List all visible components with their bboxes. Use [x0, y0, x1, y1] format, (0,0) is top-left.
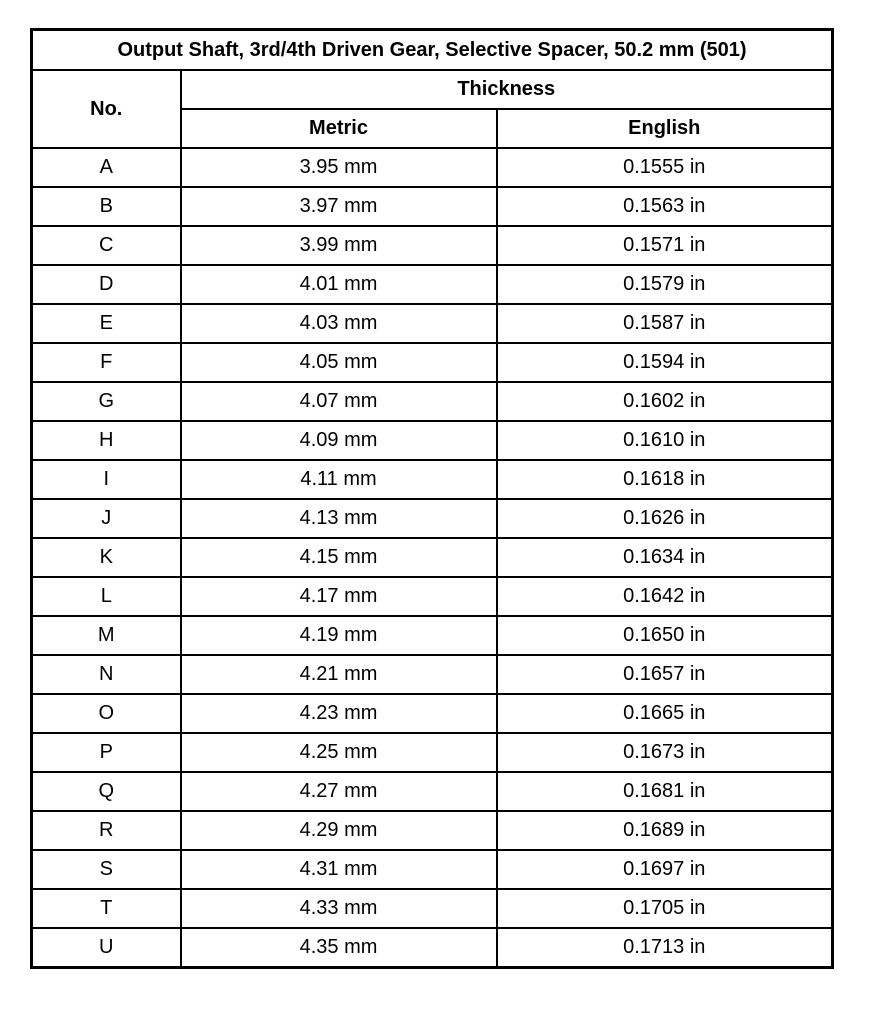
no-cell: G: [32, 382, 181, 421]
no-cell: E: [32, 304, 181, 343]
metric-cell: 4.05 mm: [181, 343, 497, 382]
no-cell: F: [32, 343, 181, 382]
no-cell: H: [32, 421, 181, 460]
metric-cell: 4.35 mm: [181, 928, 497, 968]
metric-cell: 4.25 mm: [181, 733, 497, 772]
english-cell: 0.1563 in: [497, 187, 833, 226]
table-row: [32, 655, 833, 694]
metric-cell: 4.23 mm: [181, 694, 497, 733]
table-row: [32, 304, 833, 343]
no-cell: Q: [32, 772, 181, 811]
english-cell: 0.1610 in: [497, 421, 833, 460]
metric-cell: 3.97 mm: [181, 187, 497, 226]
table-row: [32, 772, 833, 811]
metric-cell: 4.33 mm: [181, 889, 497, 928]
table-row: [32, 577, 833, 616]
no-cell: J: [32, 499, 181, 538]
metric-cell: 4.27 mm: [181, 772, 497, 811]
english-cell: 0.1673 in: [497, 733, 833, 772]
english-cell: 0.1681 in: [497, 772, 833, 811]
no-cell: P: [32, 733, 181, 772]
no-column-header: No.: [32, 70, 181, 148]
english-cell: 0.1705 in: [497, 889, 833, 928]
no-cell: I: [32, 460, 181, 499]
metric-cell: 3.95 mm: [181, 148, 497, 187]
no-cell: U: [32, 928, 181, 968]
no-cell: R: [32, 811, 181, 850]
table-row: [32, 382, 833, 421]
title-row: [32, 30, 833, 71]
metric-cell: 4.09 mm: [181, 421, 497, 460]
english-cell: 0.1642 in: [497, 577, 833, 616]
no-cell: D: [32, 265, 181, 304]
table-row: [32, 811, 833, 850]
table-row: [32, 616, 833, 655]
english-cell: 0.1571 in: [497, 226, 833, 265]
table-row: [32, 538, 833, 577]
metric-cell: 4.01 mm: [181, 265, 497, 304]
english-cell: 0.1689 in: [497, 811, 833, 850]
english-cell: 0.1579 in: [497, 265, 833, 304]
metric-cell: 4.11 mm: [181, 460, 497, 499]
metric-column-header: Metric: [181, 109, 497, 148]
english-cell: 0.1634 in: [497, 538, 833, 577]
no-cell: A: [32, 148, 181, 187]
english-cell: 0.1697 in: [497, 850, 833, 889]
table-row: [32, 460, 833, 499]
english-cell: 0.1665 in: [497, 694, 833, 733]
table-title: Output Shaft, 3rd/4th Driven Gear, Selective Spacer, 50.2 mm (501): [32, 30, 833, 71]
english-cell: 0.1602 in: [497, 382, 833, 421]
metric-cell: 4.19 mm: [181, 616, 497, 655]
metric-cell: 4.03 mm: [181, 304, 497, 343]
no-cell: K: [32, 538, 181, 577]
english-cell: 0.1555 in: [497, 148, 833, 187]
no-cell: N: [32, 655, 181, 694]
no-cell: O: [32, 694, 181, 733]
table-row: [32, 421, 833, 460]
table-row: [32, 343, 833, 382]
english-cell: 0.1657 in: [497, 655, 833, 694]
no-cell: M: [32, 616, 181, 655]
table-row: [32, 889, 833, 928]
spacer-spec-table: [30, 28, 834, 969]
metric-cell: 4.15 mm: [181, 538, 497, 577]
table-row: [32, 928, 833, 968]
thickness-group-header: Thickness: [181, 70, 833, 109]
table-row: [32, 733, 833, 772]
no-cell: B: [32, 187, 181, 226]
metric-cell: 4.31 mm: [181, 850, 497, 889]
metric-cell: 4.21 mm: [181, 655, 497, 694]
metric-cell: 4.13 mm: [181, 499, 497, 538]
english-cell: 0.1650 in: [497, 616, 833, 655]
table-row: [32, 694, 833, 733]
table-row: [32, 226, 833, 265]
english-column-header: English: [497, 109, 833, 148]
no-cell: L: [32, 577, 181, 616]
english-cell: 0.1594 in: [497, 343, 833, 382]
group-header-row: [32, 70, 833, 109]
metric-cell: 4.29 mm: [181, 811, 497, 850]
table-row: [32, 148, 833, 187]
english-cell: 0.1618 in: [497, 460, 833, 499]
table-row: [32, 187, 833, 226]
metric-cell: 4.07 mm: [181, 382, 497, 421]
metric-cell: 4.17 mm: [181, 577, 497, 616]
no-cell: S: [32, 850, 181, 889]
table-body: [32, 148, 833, 968]
no-cell: C: [32, 226, 181, 265]
table-row: [32, 265, 833, 304]
table-row: [32, 499, 833, 538]
english-cell: 0.1713 in: [497, 928, 833, 968]
english-cell: 0.1626 in: [497, 499, 833, 538]
no-cell: T: [32, 889, 181, 928]
english-cell: 0.1587 in: [497, 304, 833, 343]
metric-cell: 3.99 mm: [181, 226, 497, 265]
table-row: [32, 850, 833, 889]
